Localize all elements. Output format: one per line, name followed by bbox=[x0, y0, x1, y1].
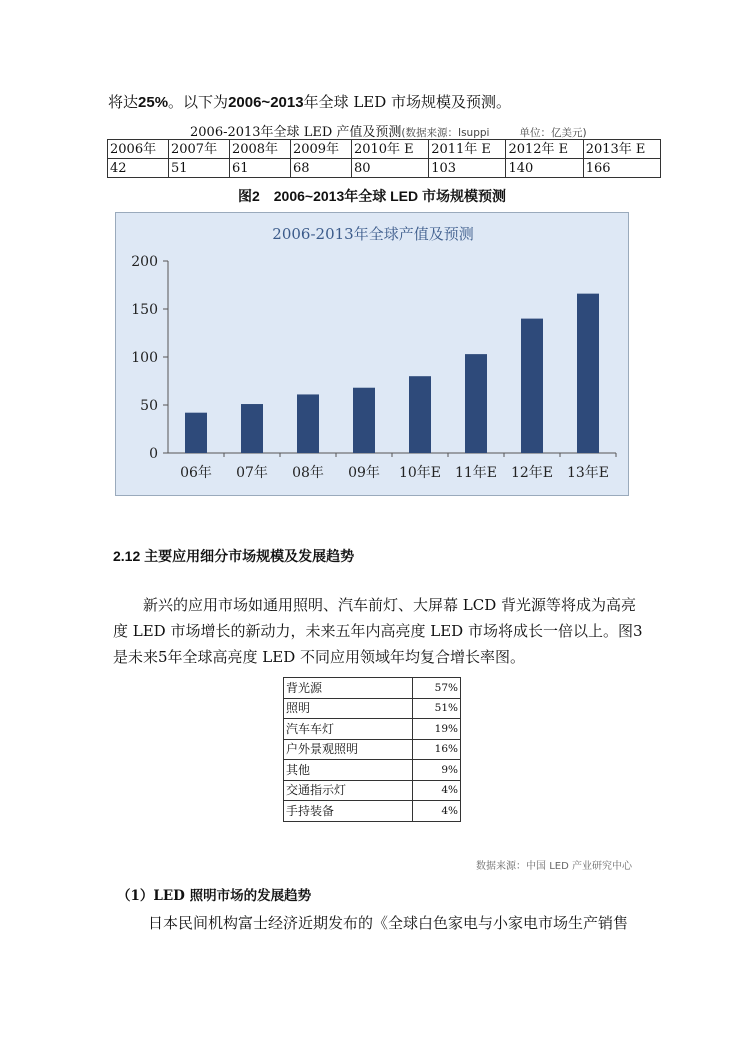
chart-title: 2006-2013年全球产值及预测 bbox=[272, 225, 474, 243]
table-caption-source: (数据来源：Isuppi bbox=[401, 127, 490, 139]
table-row-values bbox=[108, 159, 661, 178]
year-cell: 2008年 bbox=[229, 140, 290, 159]
app-name-cell: 汽车车灯 bbox=[284, 719, 413, 740]
bar bbox=[353, 388, 375, 453]
table-row bbox=[284, 801, 461, 822]
table-row bbox=[284, 739, 461, 760]
year-cell: 2013年 E bbox=[583, 140, 660, 159]
table-caption-unit: 单位：亿美元) bbox=[519, 127, 587, 139]
year-cell: 2012年 E bbox=[506, 140, 583, 159]
body-paragraph bbox=[113, 592, 643, 670]
x-tick-label: 09年 bbox=[348, 465, 380, 481]
table-row bbox=[284, 760, 461, 781]
app-value-cell: 57% bbox=[413, 678, 461, 699]
table-row bbox=[284, 719, 461, 740]
table-caption-title: 2006-2013年全球 LED 产值及预测 bbox=[190, 125, 402, 140]
bar-chart bbox=[115, 212, 629, 496]
year-cell: 2010年 E bbox=[351, 140, 428, 159]
value-cell: 51 bbox=[168, 159, 229, 178]
app-name-cell: 背光源 bbox=[284, 678, 413, 699]
sub-heading: （1）LED 照明市场的发展趋势 bbox=[117, 888, 312, 904]
y-tick-label: 100 bbox=[131, 350, 158, 366]
paragraph-line: 度 LED 市场增长的新动力，未来五年内高亮度 LED 市场将成长一倍以上。图3 bbox=[113, 622, 643, 640]
bar bbox=[185, 413, 207, 453]
app-value-cell: 4% bbox=[413, 780, 461, 801]
intro-text-1: 将达 bbox=[108, 93, 139, 111]
value-cell: 80 bbox=[351, 159, 428, 178]
bar bbox=[465, 354, 487, 453]
value-cell: 103 bbox=[429, 159, 506, 178]
year-cell: 2011年 E bbox=[429, 140, 506, 159]
year-cell: 2009年 bbox=[290, 140, 351, 159]
last-line: 日本民间机构富士经济近期发布的《全球白色家电与小家电市场生产销售 bbox=[148, 914, 629, 932]
value-cell: 166 bbox=[583, 159, 660, 178]
app-value-cell: 51% bbox=[413, 698, 461, 719]
x-tick-label: 12年E bbox=[510, 465, 554, 481]
app-name-cell: 交通指示灯 bbox=[284, 780, 413, 801]
value-cell: 68 bbox=[290, 159, 351, 178]
y-tick-label: 50 bbox=[140, 398, 158, 414]
value-cell: 42 bbox=[108, 159, 169, 178]
year-cell: 2006年 bbox=[108, 140, 169, 159]
table-row bbox=[284, 698, 461, 719]
intro-text-3: 年全球 LED 市场规模及预测。 bbox=[303, 93, 512, 111]
bar bbox=[577, 294, 599, 453]
x-tick-label: 11年E bbox=[454, 465, 498, 481]
market-size-table bbox=[107, 139, 661, 178]
year-cell: 2007年 bbox=[168, 140, 229, 159]
x-tick-label: 10年E bbox=[398, 465, 442, 481]
table-caption bbox=[190, 121, 587, 140]
intro-bold-1: 25% bbox=[138, 94, 169, 111]
app-name-cell: 其他 bbox=[284, 760, 413, 781]
table-row bbox=[284, 678, 461, 699]
paragraph-line: 新兴的应用市场如通用照明、汽车前灯、大屏幕 LCD 背光源等将成为高亮 bbox=[143, 596, 637, 614]
x-tick-label: 08年 bbox=[292, 465, 324, 481]
y-tick-label: 150 bbox=[131, 302, 158, 318]
app-name-cell: 手持装备 bbox=[284, 801, 413, 822]
app-value-cell: 9% bbox=[413, 760, 461, 781]
intro-text-2: 。以下为 bbox=[168, 93, 229, 111]
x-tick-label: 07年 bbox=[236, 465, 268, 481]
app-value-cell: 4% bbox=[413, 801, 461, 822]
value-cell: 140 bbox=[506, 159, 583, 178]
bar bbox=[409, 376, 431, 453]
x-tick-label: 13年E bbox=[566, 465, 610, 481]
value-cell: 61 bbox=[229, 159, 290, 178]
section-heading: 2.12 主要应用细分市场规模及发展趋势 bbox=[113, 548, 355, 564]
bar bbox=[241, 404, 263, 453]
source-note: 数据来源：中国 LED 产业研究中心 bbox=[476, 861, 632, 872]
app-value-cell: 16% bbox=[413, 739, 461, 760]
paragraph-line: 是未来5年全球高亮度 LED 不同应用领域年均复合增长率图。 bbox=[113, 648, 526, 666]
app-name-cell: 照明 bbox=[284, 698, 413, 719]
bar bbox=[521, 319, 543, 453]
y-tick-label: 200 bbox=[131, 254, 158, 270]
table-row bbox=[284, 780, 461, 801]
table-row-years bbox=[108, 140, 661, 159]
app-name-cell: 户外景观照明 bbox=[284, 739, 413, 760]
figure-title: 图2 2006~2013年全球 LED 市场规模预测 bbox=[237, 188, 507, 204]
app-value-cell: 19% bbox=[413, 719, 461, 740]
bar-chart-svg bbox=[116, 213, 630, 497]
y-tick-label: 0 bbox=[149, 446, 158, 462]
x-tick-label: 06年 bbox=[180, 465, 212, 481]
bar bbox=[297, 394, 319, 453]
intro-bold-2: 2006~2013 bbox=[228, 94, 304, 111]
application-growth-table bbox=[283, 677, 461, 822]
intro-line bbox=[108, 92, 511, 113]
